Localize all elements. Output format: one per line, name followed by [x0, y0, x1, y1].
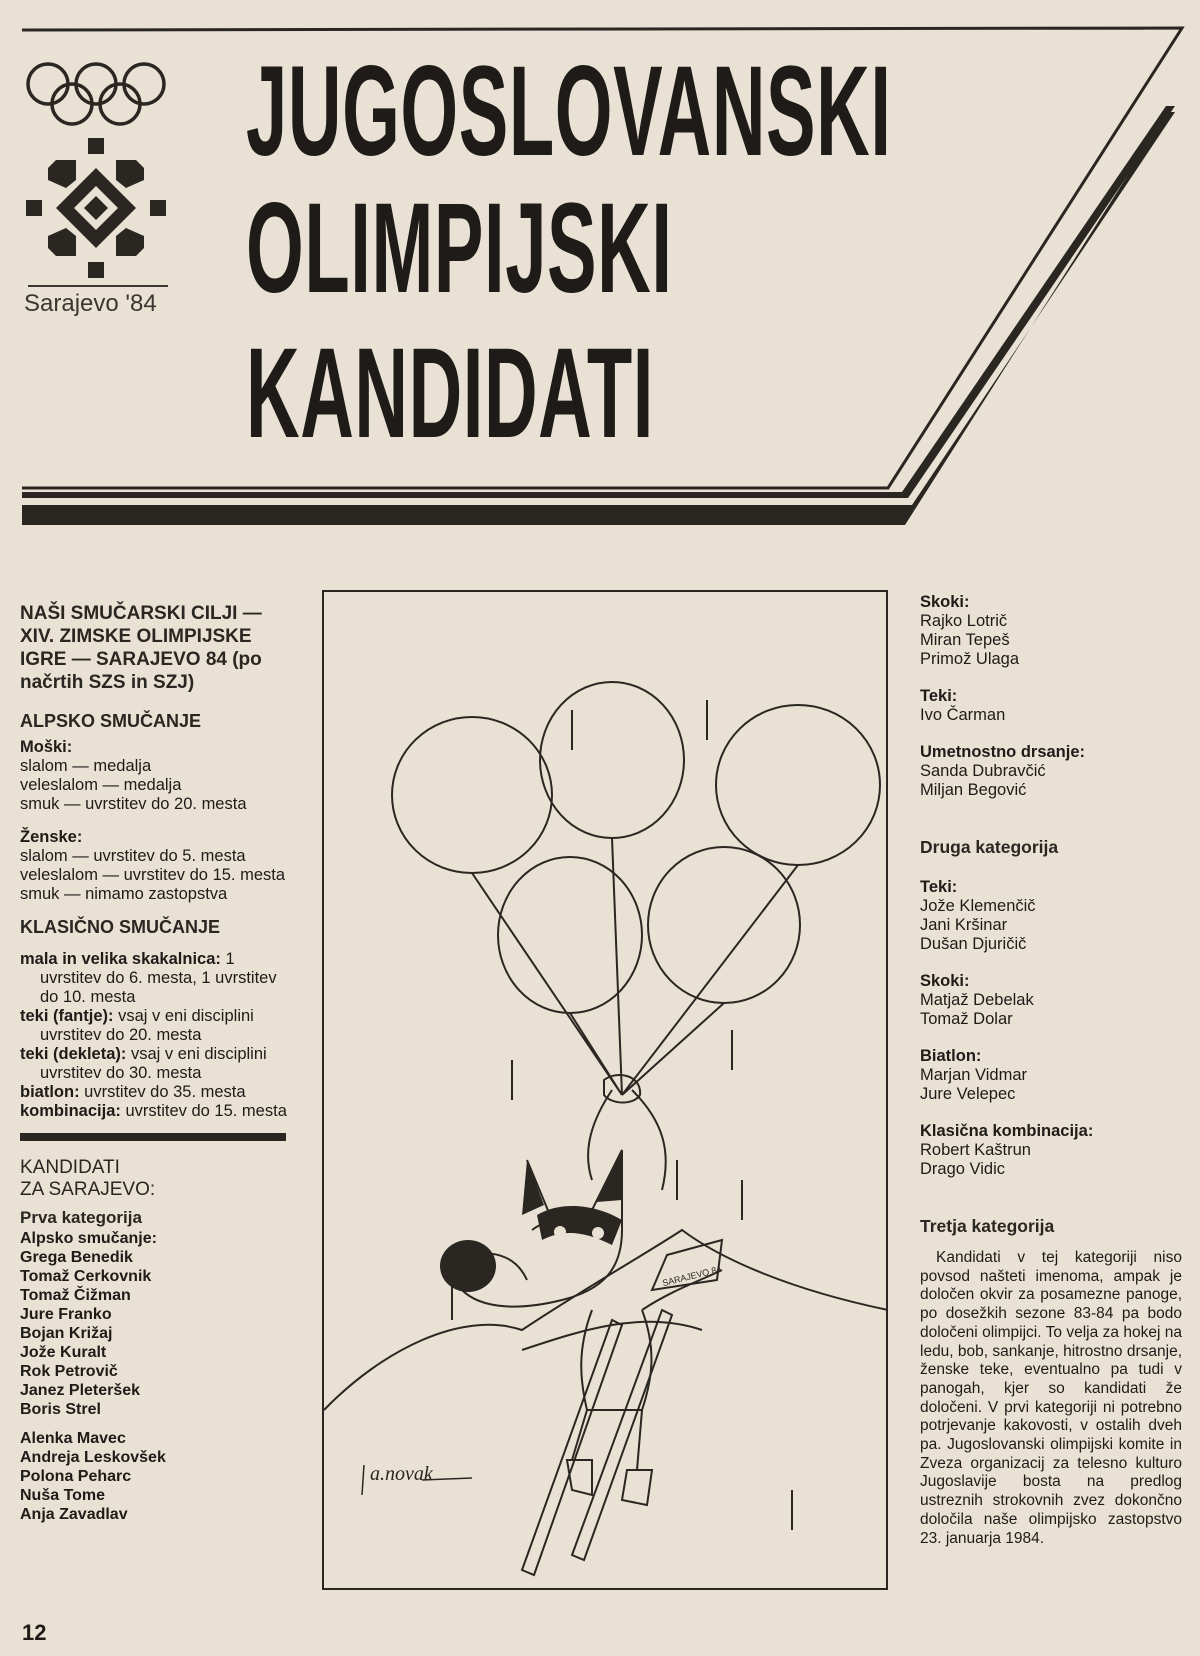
section-label: Biatlon:	[920, 1047, 982, 1065]
candidate-name: Miljan Begović	[920, 781, 1027, 799]
nordic-heading: KLASIČNO SMUČANJE	[20, 917, 221, 937]
first-category-heading: Prva kategorija	[20, 1208, 142, 1227]
candidate-name: Tomaž Cerkovnik	[20, 1268, 152, 1285]
candidate-name: Tomaž Čižman	[20, 1287, 131, 1304]
third-category-heading: Tretja kategorija	[920, 1216, 1055, 1236]
right-column	[920, 593, 1182, 1548]
candidate-name: Rajko Lotrič	[920, 612, 1008, 630]
candidate-name: Andreja Leskovšek	[20, 1449, 166, 1466]
left-column	[20, 602, 292, 1524]
section-label: Umetnostno drsanje:	[920, 743, 1086, 761]
candidate-name: Jure Velepec	[920, 1085, 1016, 1103]
page-number: 12	[22, 1620, 47, 1645]
men-line: slalom — medalja	[20, 757, 152, 775]
candidate-name: Miran Tepeš	[920, 631, 1010, 649]
logo-caption: Sarajevo '84	[24, 290, 157, 317]
men-line: veleslalom — medalja	[20, 776, 182, 794]
section-label: Skoki:	[920, 593, 970, 611]
headline-line-2: OLIMPIJSKI	[246, 177, 673, 320]
sarajevo-emblem-icon	[26, 138, 166, 278]
candidates-heading-1: KANDIDATI	[20, 1157, 120, 1178]
candidate-name: Bojan Križaj	[20, 1325, 113, 1342]
men-label: Moški:	[20, 738, 73, 756]
candidate-name: Sanda Dubravčić	[920, 762, 1046, 780]
candidate-name: Alenka Mavec	[20, 1430, 126, 1447]
candidate-name: Anja Zavadlav	[20, 1506, 128, 1523]
section-label: Klasična kombinacija:	[920, 1122, 1094, 1140]
candidate-name: Boris Strel	[20, 1401, 101, 1418]
cartoon-signature: a.novak	[370, 1463, 433, 1485]
headline-line-1: JUGOSLOVANSKI	[246, 40, 892, 183]
candidate-name: Janez Pleteršek	[20, 1382, 141, 1399]
candidate-name: Dušan Djuričič	[920, 935, 1027, 953]
olympic-rings-icon	[24, 60, 170, 130]
candidate-name: Jože Klemenčič	[920, 897, 1036, 915]
candidate-name: Nuša Tome	[20, 1487, 106, 1504]
candidate-name: Grega Benedik	[20, 1249, 133, 1266]
candidate-name: Marjan Vidmar	[920, 1066, 1027, 1084]
candidate-name: Primož Ulaga	[920, 650, 1020, 668]
third-category-text: Kandidati v tej kategoriji niso povsod našteti imenoma, ampak je določen okvir za posamezne panoge, po dosežkih sezone 83-84 pa bodo določeni olimpijci. To velja za hokej na ledu, bob, sankanje, hitrostno drsanje, ženske teke, eventualno pa tudi v panogah, kjer so kandidati že določeni. V prvi kategoriji ni potrebno potrjevanje kakovosti, v ostalih dveh pa. Jugoslovanski olimpijski komite in Zveza organizacij za telesno kulturo Jugoslavije bosta na predlog ustreznih strokovnih zvez dokončno določila naše olimpijsko zastopstvo 23. januarja 1984.	[920, 1249, 1182, 1547]
alpine-heading: ALPSKO SMUČANJE	[20, 711, 202, 731]
candidate-name: Polona Peharc	[20, 1468, 132, 1485]
women-line: slalom — uvrstitev do 5. mesta	[20, 847, 246, 865]
candidate-name: Matjaž Debelak	[920, 991, 1034, 1009]
nordic-item: biatlon: uvrstitev do 35. mesta	[20, 1083, 246, 1101]
candidate-name: Jure Franko	[20, 1306, 112, 1323]
nordic-item: mala in velika skakalnica: 1 uvrstitev do 6. mesta, 1 uvrstitev do 10. mesta	[20, 950, 277, 1006]
intro-title: NAŠI SMUČARSKI CILJI — XIV. ZIMSKE OLIMPIJSKE IGRE — SARAJEVO 84 (po načrtih SZS in SZJ)	[20, 603, 262, 693]
candidate-name: Drago Vidic	[920, 1160, 1005, 1178]
section-divider	[20, 1133, 286, 1141]
men-line: smuk — uvrstitev do 20. mesta	[20, 795, 247, 813]
second-category-heading: Druga kategorija	[920, 837, 1059, 857]
women-label: Ženske:	[20, 828, 83, 846]
nordic-item: teki (dekleta): vsaj v eni disciplini uvrstitev do 30. mesta	[20, 1045, 267, 1082]
section-label: Teki:	[920, 687, 958, 705]
candidate-name: Rok Petrovič	[20, 1363, 118, 1380]
candidates-heading-2: ZA SARAJEVO:	[20, 1179, 156, 1200]
candidate-name: Ivo Čarman	[920, 706, 1006, 724]
candidate-name: Jože Kuralt	[20, 1344, 107, 1361]
candidate-name: Robert Kaštrun	[920, 1141, 1031, 1159]
women-line: smuk — nimamo zastopstva	[20, 885, 228, 903]
candidate-name: Tomaž Dolar	[920, 1010, 1013, 1028]
candidate-name: Jani Kršinar	[920, 916, 1008, 934]
logo-rule	[28, 285, 168, 287]
headline-line-3: KANDIDATI	[246, 322, 654, 465]
section-label: Teki:	[920, 878, 958, 896]
women-line: veleslalom — uvrstitev do 15. mesta	[20, 866, 286, 884]
discipline-label: Alpsko smučanje:	[20, 1230, 157, 1247]
nordic-item: teki (fantje): vsaj v eni disciplini uvrstitev do 20. mesta	[20, 1007, 254, 1044]
cartoon-flag-text: SARAJEVO 84	[661, 1263, 723, 1289]
section-label: Skoki:	[920, 972, 970, 990]
cartoon-illustration	[322, 590, 890, 1590]
nordic-item: kombinacija: uvrstitev do 15. mesta	[20, 1102, 287, 1120]
